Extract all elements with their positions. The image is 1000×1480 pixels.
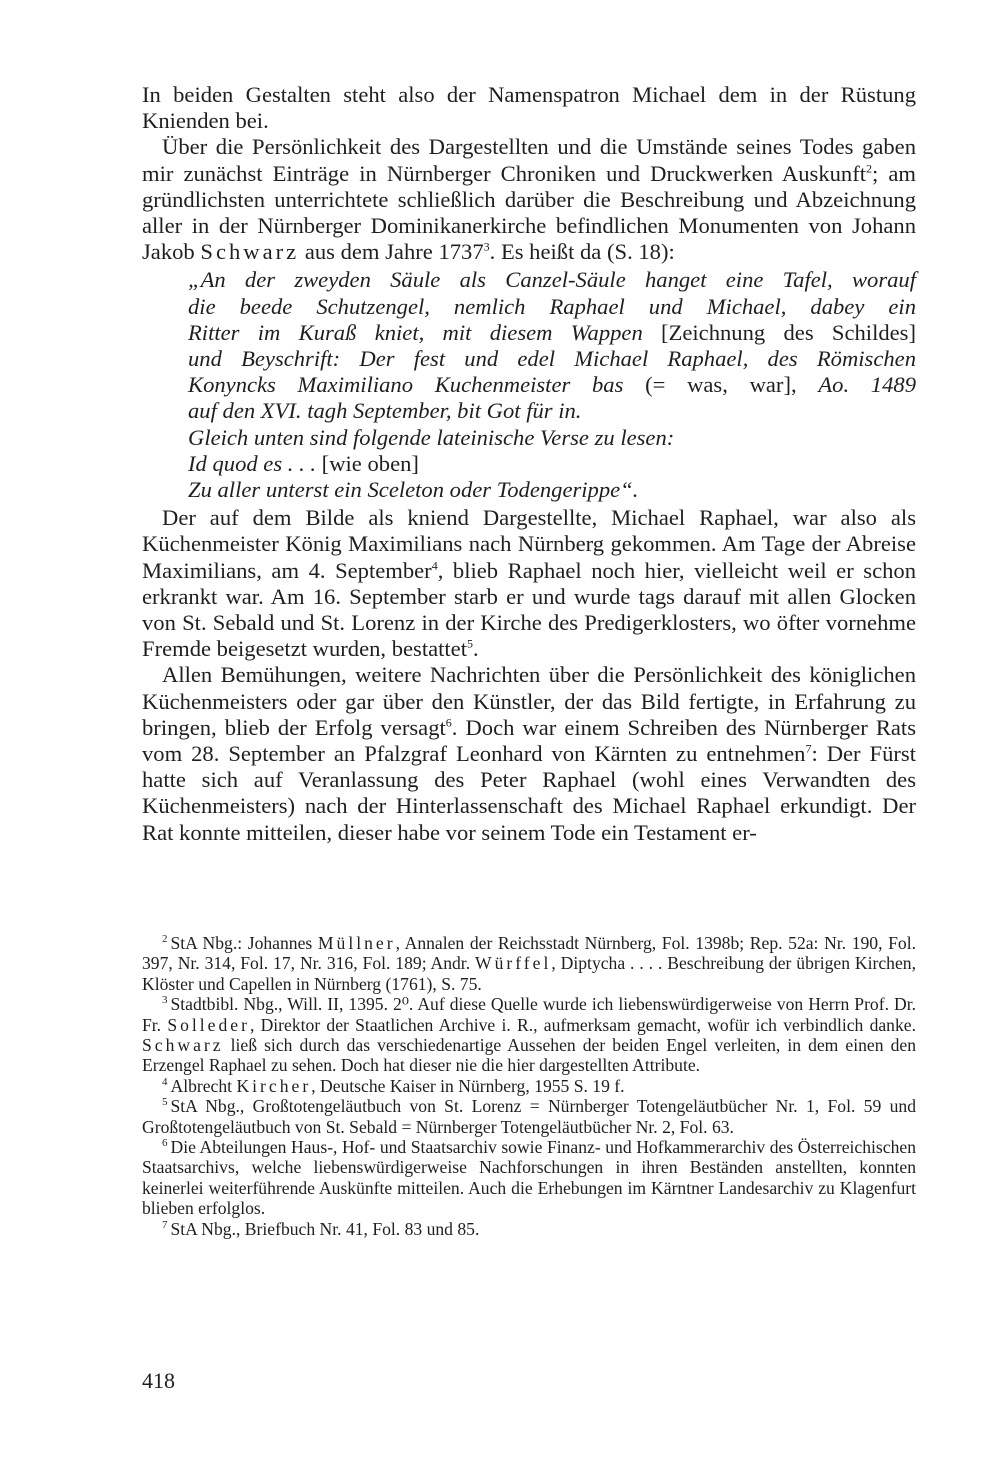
- footnote-text: ließ sich durch das verschiedenartige Aussehen der beiden Engel verleiten, in dem einen den Erzengel Raphael zu sehen. Doch hat dieser nie die hier dargestellten Attribute.: [142, 1035, 916, 1076]
- paragraph-3-text: .: [472, 636, 479, 662]
- quote-line: und Beyschrift: Der fest und edel Michael Raphael, des Römischen: [188, 346, 916, 372]
- paragraph-2-text: ; am gründlichsten unterrichtete schließlich darüber die Beschreibung und Abzeichnung aller in der Nürnberger Dominikanerkirche befindlichen Monumenten von Johann Jakob: [142, 160, 916, 265]
- quote-text: Konyncks Maximiliano Kuchenmeister bas: [188, 372, 624, 398]
- footnote-ref-7: 7: [805, 741, 812, 756]
- footnote-text: Albrecht: [170, 1075, 237, 1096]
- paragraph-2-text: . Es heißt da (S. 18):: [489, 239, 675, 265]
- footnote: [142, 994, 916, 1076]
- paragraph-4: [142, 662, 916, 845]
- main-text: [142, 82, 916, 846]
- footnote-number: 3: [162, 994, 168, 1007]
- quote-line: Zu aller unterst ein Sceleton oder Todengerippe“.: [188, 477, 639, 503]
- footnote-ref-5: 5: [466, 636, 473, 651]
- footnote-name: Müllner: [317, 933, 396, 953]
- footnote-ref-4: 4: [431, 558, 438, 573]
- paragraph-4-text: : Der Fürst hatte sich auf Veranlassung des Peter Raphael (wohl eines Verwandten des Küchenmeisters) nach der Hinterlassenschaft des Michael Raphael erkundigt. Der Rat konnte mitteilen, dieser habe vor seinem Tode ein Testament er-: [142, 741, 916, 845]
- quote-line: [188, 451, 916, 477]
- footnote-ref-2: 2: [866, 161, 873, 176]
- paragraph-2-text: Über die Persönlichkeit des Dargestellten und die Umstände seines Todes gaben mir zunächst Einträge in Nürnberger Chroniken und Druckwerken Auskunft: [142, 134, 916, 186]
- quote-annotation: (= was, war],: [623, 372, 819, 398]
- quote-line: Gleich unten sind folgende lateinische Verse zu lesen:: [188, 424, 675, 450]
- footnote-text: , Diptycha . . . . Beschreibung der übrigen Kirchen, Klöster und Capellen in Nürnberg (1761), S. 75.: [142, 953, 916, 994]
- paragraph-3: [142, 505, 916, 662]
- quote-text: Id quod es . . .: [188, 450, 317, 476]
- footnote-name: Würffel: [475, 953, 552, 974]
- footnote: [142, 1137, 916, 1219]
- footnote-text: StA Nbg.: Johannes: [170, 933, 318, 953]
- footnote-text: Stadtbibl. Nbg., Will. II, 1395. 2⁰. Auf diese Quelle wurde ich liebenswürdigerweise von Herrn Prof. Dr. Fr.: [142, 994, 916, 1035]
- paragraph-4-text: Allen Bemühungen, weitere Nachrichten über die Persönlichkeit des königlichen Küchenmeisters oder gar über den Künstler, der das Bild fertigte, in Erfahrung zu bringen, blieb der Erfolg versagt: [142, 662, 916, 740]
- footnote: [142, 1219, 916, 1239]
- footnote-text: StA Nbg., Großtotengeläutbuch von St. Lorenz = Nürnberger Totengeläutbücher Nr. 1, Fol. 59 und Großtotengeläutbuch von St. Sebald = Nürnberger Totengeläutbücher Nr. 2, Fol. 63.: [142, 1096, 916, 1137]
- quote-line: [188, 372, 916, 398]
- footnote-number: 4: [162, 1075, 168, 1088]
- page-number: 418: [142, 1368, 175, 1393]
- quote-text: Ritter im Kuraß kniet, mit diesem Wappen: [188, 319, 643, 345]
- footnote-ref-3: 3: [483, 239, 490, 254]
- paragraph-4-text: . Doch war einem Schreiben des Nürnberger Rats vom 28. September an Pfalzgraf Leonhard von Kärnten zu entnehmen: [142, 714, 916, 767]
- footnote-number: 7: [162, 1218, 168, 1231]
- paragraph-2-text: aus dem Jahre 1737: [299, 239, 484, 265]
- footnote-text: Die Abteilungen Haus-, Hof- und Staatsarchiv sowie Finanz- und Hofkammerarchiv des Österreichischen Staatsarchivs, welche liebenswürdigerweise Nachforschungen in ihren Beständen anstellten, konnten keinerlei weiterführende Auskünfte mitteilen. Auch die Erhebungen im Kärntner Landesarchiv zu Klagenfurt blieben erfolglos.: [142, 1137, 916, 1219]
- paragraph-2: [142, 134, 916, 265]
- footnote-number: 6: [162, 1137, 168, 1150]
- quote-line: [188, 320, 916, 346]
- author-name-schwarz: Schwarz: [200, 239, 300, 265]
- paragraph-3-text: , blieb Raphael noch hier, vielleicht weil er schon erkrankt war. Am 16. September starb er und wurde tags darauf mit allen Glocken von St. Sebald und St. Lorenz in der Kirche des Predigerklosters, wo öfter vornehme Fremde beigesetzt wurden, bestattet: [142, 557, 916, 662]
- footnote-ref-6: 6: [445, 715, 452, 730]
- footnote-text: , Deutsche Kaiser in Nürnberg, 1955 S. 19 f.: [311, 1075, 625, 1096]
- footnote-name: Schwarz: [142, 1035, 224, 1056]
- footnote-number: 2: [162, 933, 168, 946]
- quote-line: die beede Schutzengel, nemlich Raphael und Michael, dabey ein: [188, 293, 916, 319]
- footnote-number: 5: [162, 1096, 168, 1109]
- footnote: [142, 933, 916, 994]
- paragraph-3-text: Der auf dem Bilde als kniend Dargestellte, Michael Raphael, war also als Küchenmeister König Maximilians nach Nürnberg gekommen. Am Tage der Abreise Maximilians, am 4. September: [142, 505, 916, 583]
- footnote-name: Kircher: [236, 1075, 312, 1096]
- quote-line: „An der zweyden Säule als Canzel-Säule hanget eine Tafel, worauf: [188, 267, 916, 293]
- footnotes: [142, 933, 916, 1239]
- quote-line: auf den XVI. tagh September, bit Got für in.: [188, 398, 582, 424]
- block-quote: [188, 267, 916, 503]
- footnote: [142, 1076, 916, 1096]
- quote-annotation: [wie oben]: [316, 450, 419, 476]
- footnote-text: StA Nbg., Briefbuch Nr. 41, Fol. 83 und 85.: [170, 1218, 480, 1239]
- quote-text: Ao. 1489: [818, 372, 916, 398]
- footnote-name: Solleder: [167, 1014, 250, 1035]
- quote-annotation: [Zeichnung des Schildes]: [642, 319, 917, 345]
- footnote-text: , Annalen der Reichsstadt Nürnberg, Fol. 1398b; Rep. 52a: Nr. 190, Fol. 397, Nr. 314, Fol. 17, Nr. 316, Fol. 189; Andr.: [142, 933, 916, 974]
- paragraph-1: In beiden Gestalten steht also der Namenspatron Michael dem in der Rüstung Knienden bei.: [142, 82, 916, 134]
- footnote: [142, 1096, 916, 1137]
- footnote-text: , Direktor der Staatlichen Archive i. R., aufmerksam gemacht, wofür ich verbindlich danke.: [249, 1014, 916, 1035]
